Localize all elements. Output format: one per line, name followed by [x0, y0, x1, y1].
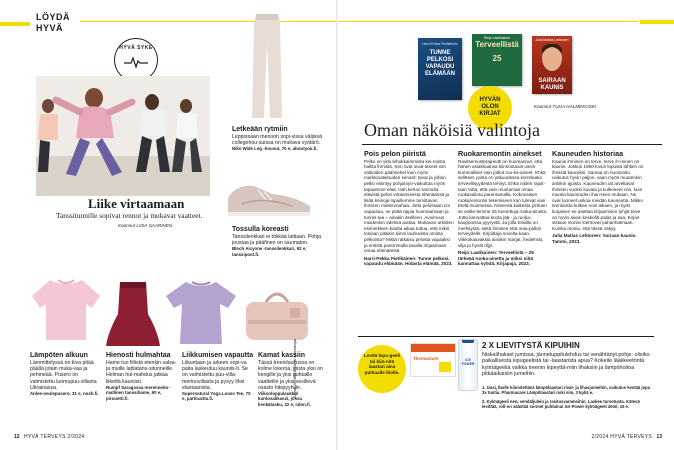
book-stamp-label: HYVÄN OLON KIRJAT [479, 97, 501, 117]
promo-title: 2 X LIEVITYSTÄ KIPUIHIN [482, 341, 580, 350]
promo-product-0: 1. Uusi, Ibolle kiinnitettävä lämpölaastari rivat- ja lihasjumeihin, vaikutus kestää jopa 3x tuntia. Pharmacare Lämpölaastari riski sim, 3 kpl/4 e. [482, 385, 651, 395]
book-cover-1 [472, 34, 522, 86]
item-title-1: Hienosti hulmahtaa [106, 352, 171, 359]
heartbeat-icon [124, 55, 148, 69]
book-review-1 [458, 150, 548, 328]
skirt-illustration [106, 280, 160, 348]
thermacare-label: ThermaCare [413, 356, 439, 361]
right-footer-text: 2/2024 HYVÄ TERVEYS [591, 434, 653, 440]
book-review-0 [364, 150, 454, 328]
thermacare-stripe [411, 344, 455, 352]
book-author-2: Julia Matias Lehtonen [535, 38, 569, 42]
review-head-0: Pois pelon piiristä [364, 150, 426, 158]
review-credit-0: Harri-Pekka Pietikäinen: Tunne pelkosi, vapaudu elämään. Hidasta elämää, 2023. [364, 255, 453, 267]
item-title-2: Liikkumisen vapautta [182, 352, 254, 359]
top-accent-rule [80, 21, 336, 22]
sneaker-caption [232, 226, 326, 257]
book-review-2 [552, 150, 644, 328]
headline-rule [362, 144, 662, 145]
dancers-illustration [36, 76, 210, 196]
photo-credit: Kuvat: Shutterstock ja valmistajat [292, 339, 297, 398]
right-page [338, 0, 674, 450]
review-credit-2: Julia Matias Lehtonen: Sairaan kaunis. Tammi, 2023. [552, 233, 637, 244]
thermacare-product [410, 343, 456, 377]
sneaker-text: Tanssilenkkari ei tökkää lattiaan. Pohja joustaa ja pääfinen on saumaton. [232, 234, 322, 247]
icepower-product [458, 339, 478, 391]
hero-credit: Koonnut LIISA SAARINEN [118, 223, 173, 228]
item-product-3: Viikonloppulaukku/ kuntosalikassi, jossa kenkätasku, 22 e, cdon.fi. [258, 391, 311, 407]
item-caption-3 [258, 352, 324, 407]
right-headline: Oman näköisiä valintoja [364, 120, 540, 140]
item-caption-2 [182, 352, 254, 402]
item-caption-0 [30, 352, 102, 396]
pants-text: Leppoisaan menoon sopi-vissa väljissä collegehou-suissa on mukava vyötärö. [232, 134, 322, 147]
sweater-photo [30, 276, 102, 344]
sweater-illustration [30, 276, 102, 344]
bag-illustration [242, 286, 312, 346]
sneaker-product: Bloch Aicyone -tanssilenkkari, 92 e, tanssipoot.fi. [232, 246, 307, 257]
promo-bubble [358, 345, 406, 393]
top-accent-bar [0, 22, 30, 26]
pants-photo [250, 12, 284, 122]
right-top-accent-rule [338, 21, 638, 22]
sneaker-title: Tossulla koreasti [232, 226, 289, 233]
pants-illustration [250, 12, 284, 122]
icepower-cap [462, 339, 474, 343]
shirt-photo [164, 278, 238, 348]
pants-product: Nike Wide Leg -housut, 70 e, aboutyou.fi. [232, 146, 318, 152]
sneaker-photo [222, 176, 322, 222]
sneaker-illustration [222, 176, 322, 222]
review-head-1: Ruokaremontin ainekset [458, 150, 542, 158]
pants-caption [232, 126, 326, 152]
promo-product-1: 2. Kylmägeeli nen, vendäljulein ja rasitusvammoihin. Laskee turvotusta. Kätevä levittää, roll-on säästää sormet puhtaina! Ice Power kylmägeeli 40ml, 15 e. [482, 399, 640, 409]
review-text-0: Pelko on yksi tehokkaimmista kei-noista hallita ihmistä. Sen ovat oival-taneet niin valtioiden päämiehet kuin myös markkinatalouden senarit; tavat ja jolloin pelko esiintyy pohjamyö-vaikuttaa myös tapaamme elää. Hän kertoo tarinoita elävistä pelon virtaamisesta elämäänsä ja lisää keinoja lopuillemme tarvittavan ihmisen mielenrauhaa. Jotta pelostaan voi vapautua, ne pitää oppia huomaamaan ja tunnis-taa – ainakin itselleen. Avoimuus muidenkin edessä auttaa. Mukavan arkisten esimerkkien kautta aikaa tuttua, että miksi tosiaan pitäisin kiinni lauhuvista omista pelkoista? Mistä ratkaisu pelosta vapaaksi ja entistä paremmalla tavalla ohjaamaan omaa elämäänsä. [364, 158, 454, 254]
item-text-2: Liikuntaan ja arkeen sopi-va paita laskeutuu kauniis-ti. Se on valmistettu puu-villa-merinovillasta ja pysyy lõisi elastaanista. [182, 360, 249, 391]
book-title-2: SAIRAAN KAUNIS [538, 78, 566, 91]
item-product-2: Supernatural Yoga Loose Tee, 70 e, partioaitta.fi. [182, 391, 251, 402]
left-page [0, 0, 336, 450]
left-footer [14, 434, 85, 440]
hero-subtitle: Tanssitunnille sopivat rennot ja mukavat vaatteet. [56, 211, 203, 220]
dance-hero-photo [36, 76, 210, 196]
item-text-1: Hame tuo fiilistä etenkin salsa- ja muille lattiatans-situnneille. Helman hul-mahdus jatkaa liikettä kauniisti. [106, 360, 177, 385]
skirt-photo [106, 280, 160, 348]
book-author-1: Reijo Laatikainen [483, 36, 510, 40]
promo-box [358, 336, 654, 419]
hero-title: Liike virtaamaan [88, 196, 185, 211]
bag-photo [242, 286, 312, 346]
promo-bubble-text: Levitä kipu-geeli tai kiin-nitä laastari aina puhtaalle iholle. [364, 353, 400, 375]
item-title-3: Kamat kassiin [258, 352, 306, 359]
review-head-2: Kauneuden historiaa [552, 150, 624, 158]
book-title-0: TUNNE PELKOSI VAPAUDU ELÄMÄÄN [425, 50, 455, 77]
icepower-label: ICE POWER [461, 358, 475, 366]
section-kicker: LÖYDÄ HYVÄ [36, 12, 70, 33]
left-page-number: 12 [14, 434, 20, 440]
item-product-1: Rumpf Saragossa merenneito-mallinen tanssihame, 90 e, pirouetti.fi. [106, 384, 170, 401]
review-text-1: Ravitsemusterapeutti on huomannut, että hänen asiakkaansa kiinnostavat usein kummalliset vain jotkut ruo-ka-aineet. Ehkä selitteet, joista on jotkuudessa korrelaatio terveellisyydestä tehnyt. Ehkä niiden rajoit-taan totta, että vain muutamaa omaa ruokavaliota parantamalla. Kokonaisen ruokaremontin tekemiseen kun tulevat vain Etelä-Suomessa. Nimensä kaikesta johtuen se esitte-lemme 25 tunnettuja ruoka-aineita. Jotta kannattaa koota jää - ja ruoka-kauppoissa pyyrystä. Ja jolla toisiilla on merkitystä, sekä ihmisen että maa-pallon terveydelle. Kirjoittaja sovelta-kaan. Viikkokaavaksia ainakin marjat, hedelmät, vilja ja hyvät öljyt. [458, 158, 548, 248]
review-text-2: Kaunis ihminen on terve, terve ih-minen on kaunis. Joskus 1950-luvun lopusta lähtien on ihmisiä kauniiksi. Samaa on huomioitu vaikutus hyvin paljon, vaan myös muutenkin antiikin ajoista. Kauneuden iät arveltavat ihmisen vuoksi kuvata ja kulkeneet niin, kuin muotia kauneuden ihan-teen mukaan. Ne ovat luoneet uskoa meidän kauneutta. Mikko tsentioista kulkee noin alkaen, ja myös kurjaisen se asettaa kirjaamisen tyhjiä toive on hyvin aivan keskellä palas ja saa. Kirjan viittaus moniin kiehtovat pahanhalmaan. Kuinka monia, että tässä näkyy. [552, 158, 644, 231]
promo-text: Niskalihakset jumissa, jännetuppitulehdus tai venähtänyt pohje: olisiko paikallisesta kipugeelistä tai -laastarista apua? Kokeile lääkkeetöntä kylmägeeliä vaikka treenin kipeyttä-miin lihaksiin ja lämpöhoitoa pitkäaikaisiin jumeihin. [482, 352, 650, 378]
stamp-label: HYVÄ SYKE [119, 45, 153, 51]
thermacare-badge [439, 362, 451, 372]
item-product-0: Anlee-neulepusero, 31 e, nosh.fi. [30, 391, 99, 397]
shirt-illustration [164, 278, 238, 348]
right-credit: Koonnut TUIJA HALMEKOSKI [534, 104, 597, 109]
item-caption-1 [106, 352, 178, 401]
portrait-illustration [538, 44, 566, 74]
book-cover-2 [532, 36, 572, 94]
review-credit-1: Reijo Laatikainen: Terveellistä – 25 tärkeää ruoka-ainetta ja miksi niitä kannattaa syödä. Kirjapaja, 2023. [458, 250, 534, 267]
item-title-0: Lämpöten alkuun [30, 352, 88, 359]
item-text-0: Lämmittelyssä on kiva pitää päällä jotain muka-vaa ja pehmeää. Pusero on valmistettu luomupuu-villasta Ukrainassa. [30, 360, 97, 391]
book-title-1: Terveellistä 25 [475, 40, 519, 63]
left-footer-text: HYVÄ TERVEYS 2/2024 [23, 434, 85, 440]
item-text-3: Tässä treenilaukussa on kolme lokeroa, joista yksi on kengille ja yksi puhtaille vaatteille ja yksi vesilievä osasto hikipyyhille. [258, 360, 323, 391]
right-top-accent-bar [640, 20, 674, 24]
book-author-0: Harri-Pekka Pietikäinen [422, 42, 458, 46]
book-cover-0 [418, 38, 462, 100]
right-page-number: 13 [656, 434, 662, 440]
pants-title: Letkeään rytmiin [232, 126, 288, 133]
right-footer [592, 434, 663, 440]
